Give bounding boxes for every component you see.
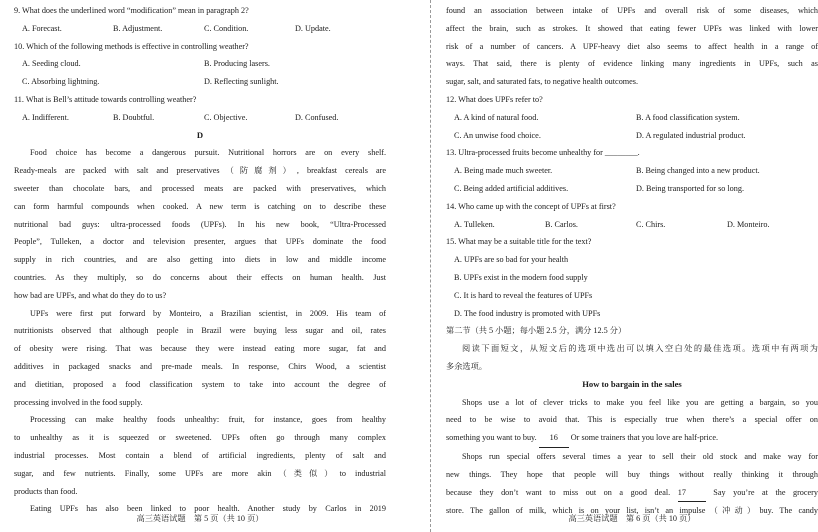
text-line: sweeter than chocolate bars, and processed meats are packed with preservatives, which	[14, 183, 386, 193]
option: B. Adjustment.	[113, 23, 163, 33]
option: B. Carlos.	[545, 219, 578, 229]
blank-16: 16	[539, 429, 569, 448]
section-2-heading: 第二节（共 5 小题；每小题 2.5 分，满分 12.5 分）	[446, 326, 627, 336]
question-10: 10. Which of the following methods is effective in controlling weather?	[14, 41, 249, 51]
option: A. Indifferent.	[22, 112, 69, 122]
left-page	[14, 0, 386, 532]
right-page	[446, 0, 818, 532]
paragraph-3	[14, 411, 386, 500]
text-line: industrial processes. Most contain a blend of artificial ingredients, plenty of salt and	[14, 450, 386, 460]
text-line: ways. That said, there is plenty of evidence linking many ingredients in UPFs, such as	[446, 59, 818, 69]
question-13-options-row1	[446, 162, 818, 180]
option: C. An unwise food choice.	[454, 130, 541, 140]
text-line: supply in rich countries, and are also getting into diets in low and middle income	[14, 255, 386, 265]
question-11-options	[14, 109, 386, 127]
text-line: nutritional bad guys: ultra-processed foods (UPFs). In his new book, “Ultra-Processed	[14, 219, 386, 229]
text-line: products than food.	[14, 486, 78, 496]
question-9-options	[14, 20, 386, 38]
text-span: because they don’t want to miss out on a good deal.	[446, 487, 671, 497]
question-12: 12. What does UPFs refer to?	[446, 94, 543, 104]
option: A. Forecast.	[22, 23, 62, 33]
page-divider	[430, 0, 431, 532]
text-line: risk of a number of cancers. A UPF-heavy diet also seems to affect health in a range of	[446, 41, 818, 51]
text-line: Food choice has become a dangerous pursuit. Nutritional horrors are on every shelf.	[30, 148, 386, 158]
text-line: Shops run special offers several times a year to sell their old stock and make way for	[462, 451, 818, 461]
text-line: how bad are UPFs, and what do they do to us?	[14, 290, 167, 300]
question-13	[446, 144, 818, 162]
text-span: Or some trainers that you love are half-price.	[568, 433, 719, 443]
text-line: store. The gallon of milk, which is on your list, isn’t an impulse（冲动）buy. The candy	[446, 506, 818, 516]
blank-17: 17	[678, 484, 706, 503]
paragraph-1	[14, 144, 386, 304]
text-line: new things. They hope that people will buy things without really thinking it through	[446, 469, 818, 479]
option: D. Monteiro.	[727, 219, 770, 229]
option: D. Update.	[295, 23, 331, 33]
paragraph-4-continued	[446, 2, 818, 91]
page-footer: 高三英语试题 第 6 页（共 10 页）	[568, 514, 696, 523]
text-line: to unhealthy as it is squeezed or sweetened. UPFs often go through many complex	[14, 433, 386, 443]
option: C. Absorbing lightning.	[22, 77, 100, 87]
text-span: something you want to buy.	[446, 433, 537, 443]
option: D. Reflecting sunlight.	[204, 77, 279, 87]
option: A. Being made much sweeter.	[454, 166, 553, 176]
text-line: Shops use a lot of clever tricks to make you feel like you are getting a bargain, so you	[462, 397, 818, 407]
question-9: 9. What does the underlined word “modification” mean in paragraph 2?	[14, 6, 249, 15]
option: A. UPFs are so bad for your health	[454, 255, 569, 265]
question-13-text: 13. Ultra-processed fruits become unhealthy for	[446, 148, 603, 158]
option: C. Being added artificial additives.	[454, 183, 569, 193]
option: D. Confused.	[295, 112, 339, 122]
option: A. Tulleken.	[454, 219, 495, 229]
option: D. A regulated industrial product.	[636, 130, 746, 140]
option: C. Objective.	[204, 112, 248, 122]
question-15: 15. What may be a suitable title for the text?	[446, 237, 592, 247]
passage-paragraph-1	[446, 394, 818, 448]
text-line: Eating UPFs has also been linked to poor health. Another study by Carlos in 2019	[30, 504, 386, 514]
option: B. Producing lasers.	[204, 59, 270, 69]
option: B. Being changed into a new product.	[636, 166, 760, 176]
option: A. Seeding cloud.	[22, 59, 81, 69]
option: C. Condition.	[204, 23, 249, 33]
paragraph-2	[14, 305, 386, 412]
text-line: need to be wise to avoid that. This is especially true when there’s a special offer on	[446, 415, 818, 425]
question-block-9-11	[14, 2, 386, 518]
text-line: affect the brain, such as strokes. It showed that eating fewer UPFs was linked with lower	[446, 23, 818, 33]
option: D. The food industry is promoted with UPFs	[454, 308, 601, 318]
text-line: sugar, and few nutrients. Finally, some UPFs are more akin（类似）to industrial	[14, 468, 386, 478]
text-span: Say you’re at the grocery	[705, 487, 818, 497]
text-line: of obesity were rising. That was because they were instead eating more sugar, fat and	[14, 344, 386, 354]
question-10-options-row2	[14, 73, 386, 91]
section-heading-d: D	[196, 129, 204, 140]
option: B. UPFs exist in the modern food supply	[454, 272, 588, 282]
text-line: countries. As they multiply, so do concerns about their effects on human health. Just	[14, 272, 386, 282]
passage-title: How to bargain in the sales	[582, 378, 682, 389]
question-13-period: .	[637, 148, 640, 158]
text-line: found an association between intake of UPFs and overall risk of some diseases, which	[446, 6, 818, 15]
option: D. Being transported for so long.	[636, 183, 745, 193]
text-line: can form harmful compounds when cooked. A new term is catching on to describe these	[14, 201, 386, 211]
question-13-options-row2	[446, 180, 818, 198]
text-line: Processing can make healthy foods unhealthy: fruit, for instance, goes from healthy	[30, 415, 386, 425]
question-10-options-row1	[14, 55, 386, 73]
text-line: sugar, salt, and saturated fats, to negative health outcomes.	[446, 77, 639, 87]
text-line: additives in packaged snacks and pre-made meals. In response, Chirs Wood, a scientist	[14, 361, 386, 371]
option: B. A food classification system.	[636, 112, 740, 122]
option: B. Doubtful.	[113, 112, 155, 122]
passage-paragraph-2	[446, 448, 818, 520]
text-line: Ready-meals are packed with salt and preservatives（防腐剂）, breakfast cereals are	[14, 166, 386, 176]
text-line: 多余选项。	[446, 361, 487, 371]
text-line: nutritionists observed that although people in Brazil were buying less sugar and oil, rates	[14, 326, 386, 336]
text-line: 阅读下面短文，从短文后的选项中选出可以填入空白处的最佳选项。选项中有两项为	[462, 344, 818, 354]
text-line	[446, 484, 818, 503]
right-content	[446, 2, 818, 520]
option: A. A kind of natural food.	[454, 112, 539, 122]
question-12-options-row2	[446, 127, 818, 145]
text-line: processing involved in the food supply.	[14, 397, 143, 407]
text-line: and dietitian, proposed a food classification system to take into account the degree of	[14, 379, 386, 389]
question-11: 11. What is Bell’s attitude towards controlling weather?	[14, 94, 197, 104]
text-line: UPFs were first put forward by Monteiro, a Brazilian scientist, in 2009. His team of	[30, 308, 386, 318]
option: C. Chirs.	[636, 219, 666, 229]
page-footer: 高三英语试题 第 5 页（共 10 页）	[136, 514, 264, 523]
instructions	[446, 340, 818, 376]
answer-blank: ________	[604, 148, 638, 158]
question-14-options	[446, 216, 818, 234]
question-14: 14. Who came up with the concept of UPFs at first?	[446, 201, 616, 211]
option: C. It is hard to reveal the features of UPFs	[454, 290, 593, 300]
text-line: People”, Tulleken, a doctor and television presenter, argues that UPFs dominate the food	[14, 237, 386, 247]
text-line	[446, 429, 818, 448]
question-12-options-row1	[446, 109, 818, 127]
